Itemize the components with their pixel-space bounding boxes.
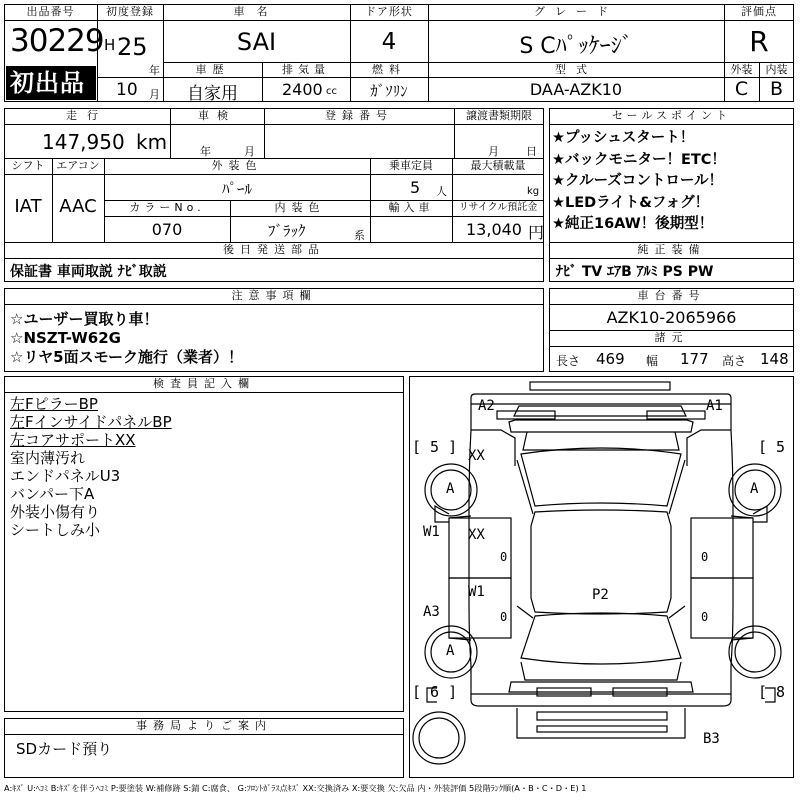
interior-color-unit: 系 — [354, 229, 365, 242]
height-label: 高さ — [722, 354, 747, 368]
mark-tire-rl: A — [446, 643, 455, 659]
history-value: 自家用 — [187, 84, 238, 104]
reg-label: 初度登録 — [106, 5, 154, 18]
mark-bracket-5-right: [ 5 — [758, 438, 786, 456]
mark-zero-4: 0 — [701, 610, 709, 624]
displacement-unit: cc — [326, 86, 337, 97]
length-label: 長さ — [556, 354, 581, 368]
reg-month: 10 — [116, 80, 138, 100]
mark-tire-fl: A — [446, 481, 455, 497]
dims-label: 諸元 — [654, 331, 689, 344]
model-value: DAA-AZK10 — [529, 80, 623, 99]
mark-zero-3: 0 — [500, 610, 508, 624]
length-value: 469 — [596, 350, 625, 368]
ac-value: AAC — [59, 196, 97, 217]
mileage-label: 走行 — [66, 109, 108, 122]
recycle-value: 13,040 — [466, 220, 522, 239]
note-item: ☆ユーザー買取り車！ — [10, 310, 159, 328]
transfer-month-unit: 月 — [488, 145, 499, 158]
mark-a1: A1 — [706, 398, 723, 414]
mileage-value: 147,950 — [42, 130, 125, 154]
ac-label: エアコン — [56, 159, 100, 172]
displacement-value: 2400 — [282, 80, 323, 99]
inspection-year-unit: 年 — [200, 145, 211, 158]
transfer-label: 譲渡書類期限 — [466, 109, 532, 122]
note-item: ☆リヤ5面スモーク施行（業者）！ — [10, 348, 243, 366]
interior-label: 内装 — [765, 63, 788, 76]
transfer-day-unit: 日 — [526, 145, 537, 158]
width-value: 177 — [680, 350, 709, 368]
shift-value: IAT — [14, 196, 42, 217]
mark-b3: B3 — [703, 731, 720, 747]
registration-label: 登録番号 — [325, 109, 393, 122]
inspection-month-unit: 月 — [244, 145, 255, 158]
load-label: 最大積載量 — [470, 159, 526, 172]
displacement-label: 排気量 — [282, 63, 330, 76]
capacity-label: 乗車定員 — [389, 159, 433, 172]
interior-value: B — [769, 78, 784, 100]
mark-tire-fr: A — [750, 481, 759, 497]
inspection-label: 車検 — [198, 109, 236, 122]
sales-point: ★プッシュスタート！ — [552, 130, 695, 146]
parts-label: 後日発送部品 — [223, 243, 325, 256]
interior-color-label: 内装色 — [274, 201, 326, 214]
inspector-item: 左コアサポートXX — [10, 431, 136, 449]
sales-points-label: セールスポイント — [611, 109, 731, 122]
score-label: 評価点 — [741, 5, 777, 18]
score-value: R — [749, 25, 769, 58]
inspector-item: 左FインサイドパネルBP — [10, 413, 172, 431]
color-label: 外装色 — [211, 159, 263, 172]
sales-point: ★LEDライト&フォグ！ — [552, 194, 710, 211]
office-label: 事務局よりご案内 — [136, 719, 272, 732]
grade-value: S Cﾊﾟｯｹｰｼﾞ — [519, 34, 633, 59]
chassis-value: AZK10-2065966 — [606, 308, 737, 327]
reg-era: H — [104, 36, 116, 54]
note-item: ☆NSZT-W62G — [10, 329, 121, 347]
chassis-label: 車台番号 — [637, 289, 706, 302]
lot-label: 出品番号 — [26, 5, 75, 18]
sales-point: ★純正16AW！後期型！ — [552, 216, 714, 232]
office-value: SDカード預り — [16, 740, 113, 758]
model-label: 型式 — [555, 63, 597, 76]
grade-label: グレード — [534, 5, 618, 18]
recycle-label: リサイクル預託金 — [458, 202, 538, 213]
inspector-item: エンドパネルU3 — [10, 467, 121, 485]
car-name: SAI — [236, 28, 277, 56]
capacity-unit: 人 — [436, 185, 447, 198]
mark-a3: A3 — [423, 604, 440, 620]
inspector-label: 検査員記入欄 — [153, 377, 255, 390]
recycle-unit: 円 — [528, 223, 545, 242]
mark-zero-1: 0 — [500, 550, 508, 564]
reg-month-unit: 月 — [149, 88, 160, 101]
first-listing-label: 初出品 — [10, 69, 85, 97]
notes-list — [10, 310, 243, 367]
interior-color-value: ﾌﾞﾗｯｸ — [268, 222, 306, 240]
sales-point: ★バックモニター！ETC！ — [552, 151, 726, 168]
mark-bracket-8: [ 8 — [758, 683, 786, 701]
height-value: 148 — [760, 350, 789, 368]
mark-w1-left: W1 — [423, 524, 440, 540]
inspector-item: シートしみ小 — [10, 521, 101, 539]
inspector-list — [10, 395, 172, 539]
color-no-label: カラーNo. — [129, 201, 205, 214]
import-label: 輸入車 — [388, 201, 434, 214]
mark-xx-top: XX — [468, 448, 485, 464]
mark-xx-mid: XX — [468, 527, 485, 543]
lot-number: 30229 — [10, 23, 104, 59]
reg-year-unit: 年 — [149, 64, 160, 77]
car-name-label: 車名 — [233, 5, 280, 18]
inspector-item: 室内薄汚れ — [10, 449, 86, 467]
notes-label: 注意事項欄 — [231, 289, 317, 302]
inspector-item: 左FピラーBP — [10, 395, 98, 413]
mark-w1-mid: W1 — [468, 584, 485, 600]
genuine-label: 純正装備 — [637, 243, 706, 256]
sales-points-list — [552, 128, 792, 236]
color-value: ﾊﾟｰﾙ — [221, 180, 252, 198]
mileage-unit: km — [136, 130, 168, 154]
inspector-item: バンパー下A — [10, 485, 95, 503]
legend-text: A:ｷｽﾞ U:ﾍｺﾐ B:ｷｽﾞを伴うﾍｺﾐ P:要塗装 W:補修跡 S:錆 C:腐食、 G:ﾌﾛﾝﾄｶﾞﾗｽ点ｷｽﾞ XX:交換済み X:要交換 欠:欠品 内・外装評価 5段階ﾗﾝｸ順(A・B・C・D・E) 1 — [4, 783, 587, 793]
width-label: 幅 — [646, 354, 659, 368]
history-label: 車歴 — [195, 63, 230, 76]
sales-point: ★クルーズコントロール！ — [552, 173, 724, 189]
capacity-value: 5 — [410, 178, 421, 197]
inspector-item: 外装小傷有り — [10, 503, 101, 521]
door-value: 4 — [381, 29, 397, 55]
mark-zero-2: 0 — [701, 550, 709, 564]
exterior-value: C — [734, 78, 749, 100]
mark-bracket-5-left: [ 5 ] — [412, 438, 458, 456]
car-diagram-drawing — [409, 376, 794, 778]
door-label: ドア形状 — [365, 5, 413, 18]
genuine-value: ﾅﾋﾞ TV ｴｱB ｱﾙﾐ PS PW — [556, 264, 714, 280]
mark-p2: P2 — [592, 587, 609, 603]
reg-year: 25 — [117, 33, 148, 61]
exterior-label: 外装 — [730, 63, 753, 76]
load-unit: kg — [527, 186, 540, 197]
parts-value: 保証書 車両取説 ﾅﾋﾞ取説 — [10, 264, 167, 280]
mark-a2: A2 — [478, 398, 495, 414]
shift-label: シフト — [11, 159, 45, 172]
color-no-value: 070 — [151, 220, 183, 239]
mark-bracket-6: [ 6 ] — [412, 683, 458, 701]
fuel-label: 燃料 — [372, 63, 406, 76]
fuel-value: ｶﾞｿﾘﾝ — [370, 82, 408, 100]
